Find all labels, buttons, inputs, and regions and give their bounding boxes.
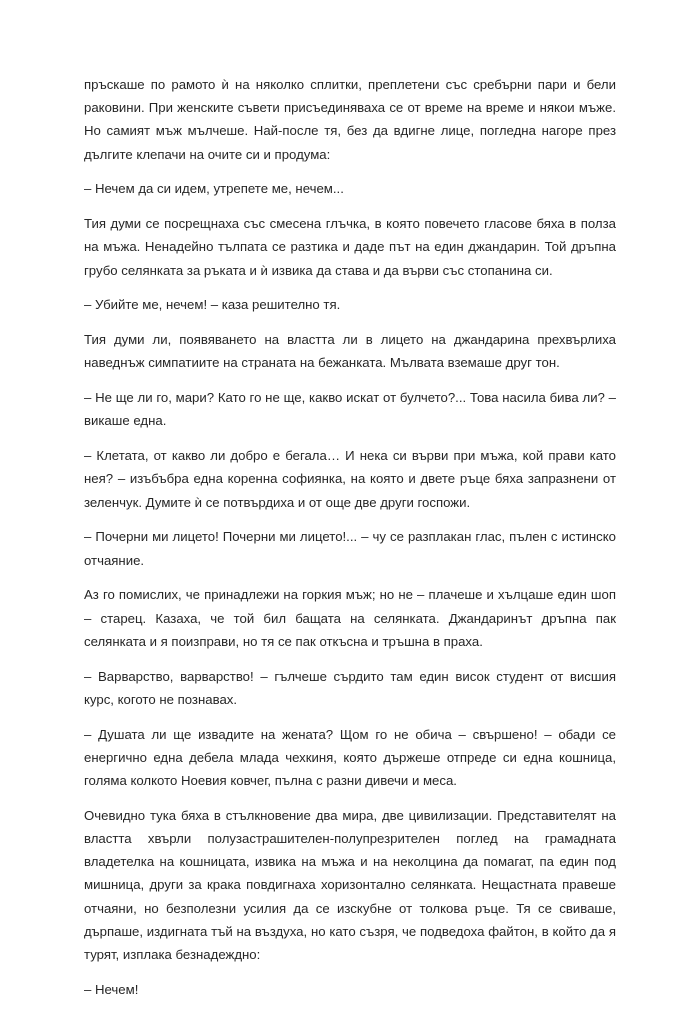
paragraph: Тия думи ли, появяването на властта ли в лицето на джандарина прехвърлиха наведнъж симпатиите на страната на бежанката. Мълвата вземаше друг тон. (84, 332, 616, 371)
paragraph: Аз го помислих, че принадлежи на горкия мъж; но не – плачеше и хълцаше един шоп – старец. Казаха, че той бил бащата на селянката. Джандаринът дръпна пак селянката и я поизправи, но тя се пак откъсна и тръшна в праха. (84, 587, 616, 649)
paragraph: – Не ще ли го, мари? Като го не ще, какво искат от булчето?... Това насила бива ли? – викаше една. (84, 390, 616, 429)
document-text (84, 73, 616, 1013)
paragraph: – Почерни ми лицето! Почерни ми лицето!... – чу се разплакан глас, пълен с истинско отчаяние. (84, 529, 616, 568)
paragraph: – Нечем! (84, 981, 139, 997)
paragraph: – Убийте ме, нечем! – каза решително тя. (84, 297, 341, 313)
paragraph: – Клетата, от какво ли добро е бегала… И нека си върви при мъжа, кой прави като нея? – изъбъбра една коренна софиянка, на която и двете ръце бяха запразнени от зеленчук. Думите ѝ се потвърдиха и от още две други госпожи. (84, 448, 616, 510)
paragraph: Тия думи се посрещнаха със смесена глъчка, в която повечето гласове бяха в полза на мъжа. Ненадейно тълпата се разтика и даде път на един джандарин. Той дръпна грубо селянката за ръката и ѝ извика да става и да върви със стопанина си. (84, 216, 616, 278)
paragraph: пръскаше по рамото ѝ на няколко сплитки, преплетени със сребърни пари и бели раковини. При женските съвети присъединяваха се от време на време и някои мъже. Но самият мъж мълчеше. Най-после тя, без да вдигне лице, погледна нагоре през дългите клепачи на очите си и продума: (84, 77, 616, 162)
paragraph: – Душата ли ще извадите на жената? Щом го не обича – свършено! – обади се енергично една дебела млада чехкиня, която държеше отпреде си една кошница, голяма колкото Ноевия ковчег, пълна с разни дивечи и меса. (84, 726, 616, 789)
paragraph: – Нечем да си идем, утрепете ме, нечем... (84, 181, 344, 197)
paragraph: – Варварство, варварство! – гълчеше сърдито там един висок студент от висшия курс, когото не познавах. (84, 668, 616, 707)
paragraph: Очевидно тука бяха в стълкновение два мира, две цивилизации. Представителят на властта хвърли полузастрашителен-полупрезрителен поглед на грамадната владетелка на кошницата, извика на мъжа и на неколцина да помагат, па един под мишница, други за крака повдигнаха хоризонтално селянката. Нещастната правеше отчаяни, но безполезни усилия да се изскубне от толкова ръце. Тя се свиваше, дърпаше, издигната тъй на въздуха, но като съзря, че подведоха файтон, в който да я турят, изплака безнадеждно: (84, 807, 616, 963)
